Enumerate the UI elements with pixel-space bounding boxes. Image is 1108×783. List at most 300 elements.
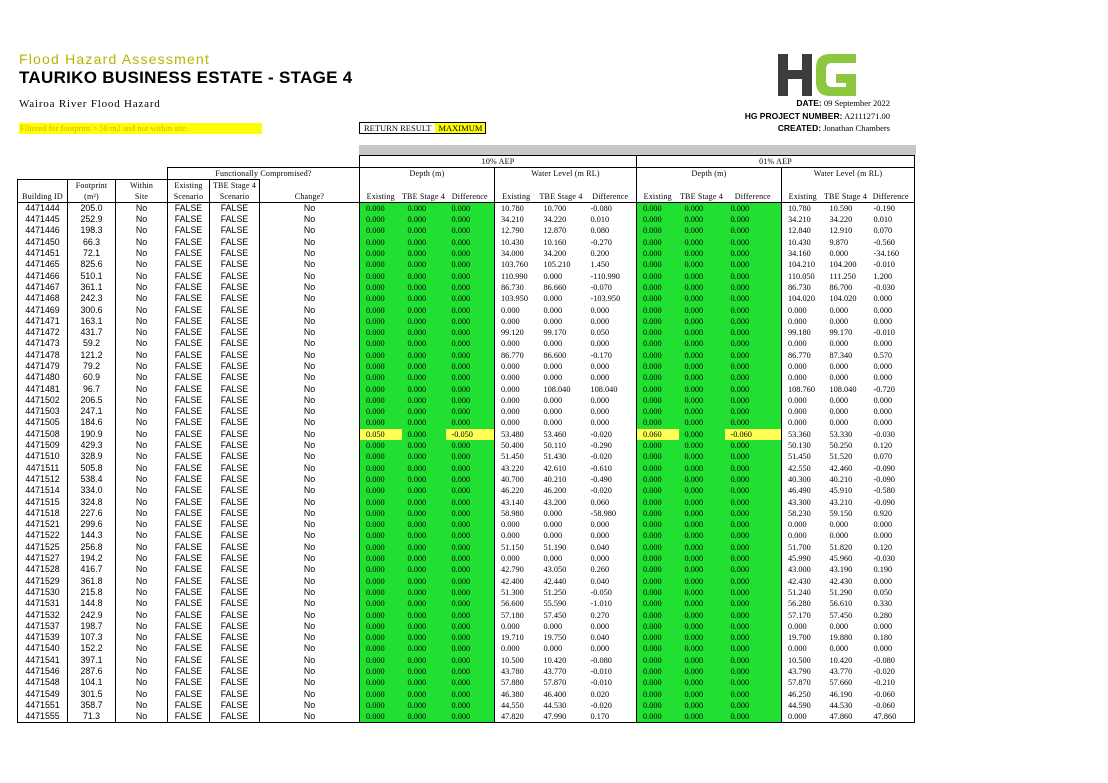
table-cell: FALSE <box>210 530 260 541</box>
table-cell: No <box>260 564 360 575</box>
table-cell: 0.000 <box>402 293 446 304</box>
table-cell: 0.000 <box>725 632 782 643</box>
table-cell: FALSE <box>210 372 260 383</box>
table-cell: 0.000 <box>402 395 446 406</box>
table-cell: 121.2 <box>68 350 116 361</box>
table-row <box>18 587 915 598</box>
table-cell: 0.000 <box>637 564 679 575</box>
table-cell: 0.000 <box>402 417 446 428</box>
table-cell: 4471511 <box>18 463 68 474</box>
table-cell: 0.000 <box>637 677 679 688</box>
table-cell: FALSE <box>168 440 210 451</box>
table-cell: FALSE <box>168 576 210 587</box>
table-cell: 0.000 <box>402 451 446 462</box>
table-cell: 10.500 <box>495 655 538 666</box>
table-cell: 0.000 <box>637 688 679 699</box>
table-cell: 0.000 <box>402 259 446 270</box>
table-cell: 0.000 <box>637 225 679 236</box>
table-cell: FALSE <box>168 282 210 293</box>
table-cell: 0.000 <box>679 338 725 349</box>
table-cell: 105.210 <box>543 260 571 270</box>
table-cell: No <box>260 440 360 451</box>
table-cell: 0.000 <box>402 316 446 327</box>
table-cell: 0.000 <box>590 531 610 541</box>
table-cell: 0.000 <box>637 406 679 417</box>
table-cell: 0.170 <box>590 712 610 722</box>
table-cell: 56.600 <box>495 598 538 609</box>
table-cell: 0.000 <box>679 383 725 394</box>
table-cell: FALSE <box>210 553 260 564</box>
table-cell: No <box>260 542 360 553</box>
table-cell: No <box>260 451 360 462</box>
table-cell: 0.570 <box>868 350 915 361</box>
table-cell: -0.170 <box>590 350 612 360</box>
tbe4-scenario-header: TBE Stage 4 <box>210 180 260 192</box>
table-cell: 0.000 <box>446 496 495 507</box>
table-cell: 0.000 <box>868 530 915 541</box>
table-cell: 0.000 <box>637 383 679 394</box>
table-row <box>18 508 915 519</box>
table-cell: 0.000 <box>360 395 402 406</box>
table-cell: 46.380 <box>495 688 538 699</box>
table-cell: 0.060 <box>637 429 679 440</box>
table-cell: 358.7 <box>68 700 116 711</box>
table-cell: No <box>260 293 360 304</box>
table-cell: 0.000 <box>446 632 495 643</box>
table-cell: 0.000 <box>868 576 915 587</box>
table-cell: 0.000 <box>829 316 849 326</box>
aep10-depth-existing: Existing <box>360 191 402 203</box>
table-cell: 505.8 <box>68 463 116 474</box>
table-cell: 0.000 <box>679 270 725 281</box>
table-cell: 0.000 <box>590 554 610 564</box>
table-cell: 4471450 <box>18 237 68 248</box>
table-cell: 0.000 <box>725 383 782 394</box>
table-row <box>18 327 915 338</box>
table-cell: 71.3 <box>68 711 116 723</box>
aep10-depth-diff: Difference <box>451 192 488 201</box>
table-cell: 43.220 <box>495 463 538 474</box>
table-row <box>18 248 915 259</box>
table-cell: 34.000 <box>495 248 538 259</box>
table-cell: 0.000 <box>446 338 495 349</box>
table-cell: 0.000 <box>402 338 446 349</box>
table-cell: 0.000 <box>829 305 849 315</box>
table-cell: -0.010 <box>868 327 915 338</box>
table-cell: 0.000 <box>829 621 849 631</box>
table-cell: 0.000 <box>446 214 495 225</box>
table-cell: 0.000 <box>637 270 679 281</box>
table-cell: -0.210 <box>868 677 915 688</box>
table-cell: FALSE <box>210 203 260 215</box>
table-cell: 0.000 <box>402 225 446 236</box>
table-cell: 0.000 <box>679 440 725 451</box>
table-cell: 0.000 <box>679 485 725 496</box>
table-cell: No <box>116 293 168 304</box>
flood-hazard-table <box>17 155 915 723</box>
table-cell: 0.000 <box>725 237 782 248</box>
table-cell: No <box>260 474 360 485</box>
table-cell: 108.040 <box>543 384 571 394</box>
table-cell: 4471468 <box>18 293 68 304</box>
table-cell: 0.000 <box>402 621 446 632</box>
table-cell: 0.000 <box>495 338 538 349</box>
table-cell: 51.450 <box>495 451 538 462</box>
table-cell: 0.000 <box>360 259 402 270</box>
table-cell: FALSE <box>210 237 260 248</box>
table-cell: No <box>116 587 168 598</box>
table-cell: 0.000 <box>402 598 446 609</box>
table-cell: 60.9 <box>68 372 116 383</box>
table-cell: 0.000 <box>360 632 402 643</box>
table-cell: 0.000 <box>637 621 679 632</box>
table-row <box>18 598 915 609</box>
table-cell: 0.000 <box>446 203 495 215</box>
table-cell: 0.000 <box>360 440 402 451</box>
table-cell: 4471541 <box>18 655 68 666</box>
table-cell: 0.000 <box>446 598 495 609</box>
table-cell: 0.000 <box>637 587 679 598</box>
func-comp-header: Functionally Compromised? <box>168 168 360 180</box>
table-cell: 86.730 <box>782 282 824 293</box>
table-cell: 4471451 <box>18 248 68 259</box>
table-cell: 0.000 <box>446 270 495 281</box>
table-cell: 0.000 <box>679 237 725 248</box>
table-row <box>18 564 915 575</box>
table-cell: FALSE <box>168 700 210 711</box>
table-cell: 4471444 <box>18 203 68 215</box>
table-cell: 0.200 <box>590 249 610 259</box>
table-cell: FALSE <box>168 383 210 394</box>
table-cell: 0.000 <box>360 666 402 677</box>
table-cell: 227.6 <box>68 508 116 519</box>
table-cell: 0.000 <box>725 270 782 281</box>
aep01-water-tbe4: TBE Stage 4 <box>823 192 868 201</box>
table-cell: 0.000 <box>360 700 402 711</box>
table-cell: 57.870 <box>782 677 824 688</box>
table-cell: 42.430 <box>829 576 853 586</box>
table-cell: No <box>260 225 360 236</box>
table-cell: 0.000 <box>360 621 402 632</box>
table-cell: 0.000 <box>446 655 495 666</box>
table-cell: 4471478 <box>18 350 68 361</box>
table-cell: 0.000 <box>637 463 679 474</box>
table-cell: 4471467 <box>18 282 68 293</box>
table-cell: No <box>260 259 360 270</box>
table-cell: 0.000 <box>543 407 563 417</box>
table-cell: FALSE <box>210 429 260 440</box>
table-cell: 0.000 <box>868 338 915 349</box>
table-cell: 152.2 <box>68 643 116 654</box>
table-cell: 0.000 <box>402 248 446 259</box>
table-row <box>18 225 915 236</box>
table-cell: 0.000 <box>590 621 610 631</box>
table-cell: No <box>260 417 360 428</box>
table-cell: 0.010 <box>590 215 610 225</box>
table-cell: No <box>116 214 168 225</box>
table-cell: 0.000 <box>402 711 446 723</box>
table-cell: 0.000 <box>402 327 446 338</box>
table-cell: FALSE <box>210 677 260 688</box>
table-cell: FALSE <box>210 282 260 293</box>
table-cell: 50.250 <box>829 441 853 451</box>
table-cell: 59.150 <box>829 508 853 518</box>
table-cell: 111.250 <box>829 271 856 281</box>
table-cell: FALSE <box>168 643 210 654</box>
table-cell: 0.330 <box>868 598 915 609</box>
table-row <box>18 395 915 406</box>
table-cell: 0.070 <box>868 451 915 462</box>
table-cell: 0.000 <box>402 688 446 699</box>
table-cell: 0.000 <box>495 383 538 394</box>
table-cell: 0.000 <box>360 519 402 530</box>
table-cell: 0.000 <box>637 417 679 428</box>
table-cell: 184.6 <box>68 417 116 428</box>
table-cell: 10.500 <box>782 655 824 666</box>
table-cell: No <box>116 474 168 485</box>
table-cell: 0.000 <box>402 237 446 248</box>
table-cell: 0.000 <box>725 417 782 428</box>
table-cell: 51.430 <box>543 452 567 462</box>
report-date <box>796 98 890 108</box>
table-cell: FALSE <box>210 383 260 394</box>
table-cell: No <box>116 361 168 372</box>
table-cell: 0.000 <box>360 643 402 654</box>
table-cell: 19.750 <box>543 633 567 643</box>
table-cell: 242.3 <box>68 293 116 304</box>
table-cell: 0.000 <box>637 327 679 338</box>
table-cell: No <box>260 496 360 507</box>
table-cell: 0.000 <box>495 316 538 327</box>
within-header: Within <box>116 180 168 192</box>
table-cell: 0.000 <box>360 463 402 474</box>
table-cell: 194.2 <box>68 553 116 564</box>
table-cell: 110.050 <box>782 270 824 281</box>
table-cell: FALSE <box>210 609 260 620</box>
table-cell: FALSE <box>168 350 210 361</box>
table-cell: 0.000 <box>725 598 782 609</box>
table-cell: No <box>260 666 360 677</box>
table-cell: 144.3 <box>68 530 116 541</box>
table-cell: 57.170 <box>782 609 824 620</box>
table-cell: 0.000 <box>725 711 782 723</box>
table-cell: No <box>260 485 360 496</box>
table-cell: 86.770 <box>495 350 538 361</box>
table-cell: FALSE <box>210 711 260 723</box>
table-cell: 0.000 <box>590 362 610 371</box>
table-cell: 0.000 <box>637 395 679 406</box>
table-cell: 0.000 <box>637 350 679 361</box>
table-cell: 0.000 <box>402 474 446 485</box>
table-cell: 0.000 <box>637 259 679 270</box>
table-cell: No <box>260 350 360 361</box>
table-cell: 53.360 <box>782 429 824 440</box>
table-cell: 0.000 <box>360 293 402 304</box>
table-cell: FALSE <box>210 225 260 236</box>
table-cell: 0.000 <box>829 407 849 417</box>
table-cell: 0.920 <box>868 508 915 519</box>
table-cell: 0.000 <box>402 508 446 519</box>
table-cell: 42.430 <box>782 576 824 587</box>
table-cell: -0.560 <box>868 237 915 248</box>
table-cell: 0.190 <box>868 564 915 575</box>
table-cell: 50.400 <box>495 440 538 451</box>
table-cell: 0.000 <box>868 519 915 530</box>
table-cell: FALSE <box>168 293 210 304</box>
table-cell: No <box>116 700 168 711</box>
table-cell: 66.3 <box>68 237 116 248</box>
table-cell: 19.700 <box>782 632 824 643</box>
table-cell: 0.000 <box>679 282 725 293</box>
table-row <box>18 530 915 541</box>
table-cell: 96.7 <box>68 383 116 394</box>
table-cell: 51.520 <box>829 452 853 462</box>
table-cell: -58.980 <box>590 508 617 518</box>
site-header: Site <box>116 191 168 203</box>
table-cell: FALSE <box>210 564 260 575</box>
table-cell: 10.420 <box>543 655 567 665</box>
table-cell: 40.210 <box>543 474 567 484</box>
table-cell: 0.000 <box>637 451 679 462</box>
table-cell: 104.210 <box>782 259 824 270</box>
return-result-label: RETURN RESULT <box>364 123 432 133</box>
table-cell: 0.280 <box>868 609 915 620</box>
created-value: Jonathan Chambers <box>823 123 890 133</box>
table-cell: 431.7 <box>68 327 116 338</box>
table-cell: 104.200 <box>829 260 857 270</box>
table-cell: 0.000 <box>782 643 824 654</box>
table-cell: 0.000 <box>782 530 824 541</box>
building-id-header: Building ID <box>18 191 68 203</box>
table-cell: 0.000 <box>446 666 495 677</box>
table-cell: 0.260 <box>590 565 610 575</box>
table-cell: 0.000 <box>868 361 915 372</box>
table-cell: 4471471 <box>18 316 68 327</box>
table-cell: No <box>116 304 168 315</box>
table-cell: 86.700 <box>829 282 853 292</box>
table-cell: -0.010 <box>868 259 915 270</box>
table-cell: 99.120 <box>495 327 538 338</box>
table-cell: 4471551 <box>18 700 68 711</box>
table-cell: 4471515 <box>18 496 68 507</box>
table-cell: 0.000 <box>829 418 849 428</box>
table-cell: FALSE <box>168 496 210 507</box>
table-cell: FALSE <box>168 474 210 485</box>
table-row <box>18 666 915 677</box>
table-cell: -0.030 <box>868 429 915 440</box>
table-cell: 0.000 <box>679 203 725 215</box>
table-cell: 0.000 <box>679 304 725 315</box>
table-cell: 0.000 <box>446 372 495 383</box>
table-cell: 10.430 <box>782 237 824 248</box>
table-cell: 50.130 <box>782 440 824 451</box>
table-cell: No <box>260 429 360 440</box>
table-cell: 0.000 <box>637 711 679 723</box>
table-cell: No <box>260 643 360 654</box>
table-cell: 0.000 <box>725 440 782 451</box>
table-cell: 0.180 <box>868 632 915 643</box>
table-cell: 57.870 <box>543 678 567 688</box>
table-cell: No <box>260 609 360 620</box>
table-cell: 99.170 <box>543 328 567 338</box>
table-cell: 0.000 <box>679 609 725 620</box>
table-cell: 4471502 <box>18 395 68 406</box>
table-cell: FALSE <box>168 463 210 474</box>
table-cell: 0.000 <box>590 520 610 530</box>
table-cell: 301.5 <box>68 688 116 699</box>
table-cell: 0.000 <box>782 711 824 723</box>
table-body <box>18 203 915 723</box>
table-cell: 0.000 <box>725 666 782 677</box>
table-cell: 0.000 <box>679 632 725 643</box>
table-row <box>18 474 915 485</box>
table-cell: 4471555 <box>18 711 68 723</box>
table-cell: 0.000 <box>402 372 446 383</box>
table-cell: 0.000 <box>782 316 824 327</box>
table-cell: 0.000 <box>679 225 725 236</box>
footprint-header: Footprint <box>68 180 116 192</box>
table-cell: 0.000 <box>679 451 725 462</box>
table-cell: 10.430 <box>495 237 538 248</box>
table-cell: 0.000 <box>446 225 495 236</box>
table-cell: FALSE <box>168 688 210 699</box>
table-cell: 198.3 <box>68 225 116 236</box>
table-cell: FALSE <box>168 530 210 541</box>
table-cell: 163.1 <box>68 316 116 327</box>
table-cell: FALSE <box>210 270 260 281</box>
table-cell: 4471539 <box>18 632 68 643</box>
table-cell: 0.000 <box>495 406 538 417</box>
table-cell: No <box>260 711 360 723</box>
report-subtitle: Flood Hazard Assessment <box>19 51 211 67</box>
table-cell: 4471505 <box>18 417 68 428</box>
table-cell: 42.550 <box>782 463 824 474</box>
table-cell: 72.1 <box>68 248 116 259</box>
table-cell: 334.0 <box>68 485 116 496</box>
table-cell: 58.230 <box>782 508 824 519</box>
table-cell: 215.8 <box>68 587 116 598</box>
table-cell: 0.000 <box>543 508 563 518</box>
table-cell: 0.000 <box>446 417 495 428</box>
table-cell: 0.000 <box>495 372 538 383</box>
table-cell: 0.000 <box>637 214 679 225</box>
table-cell: FALSE <box>168 655 210 666</box>
table-row <box>18 643 915 654</box>
table-cell: 0.000 <box>725 259 782 270</box>
table-cell: 4471473 <box>18 338 68 349</box>
table-cell: 0.000 <box>679 564 725 575</box>
table-cell: 0.000 <box>637 496 679 507</box>
table-cell: 0.000 <box>679 711 725 723</box>
table-cell: 0.000 <box>679 621 725 632</box>
table-cell: -0.090 <box>868 474 915 485</box>
table-cell: 0.000 <box>679 406 725 417</box>
table-row <box>18 655 915 666</box>
table-cell: 0.000 <box>782 372 824 383</box>
table-cell: No <box>116 632 168 643</box>
table-row <box>18 700 915 711</box>
aep10-depth-tbe4: TBE Stage 4 <box>401 192 446 201</box>
table-cell: 0.000 <box>402 609 446 620</box>
table-cell: FALSE <box>168 406 210 417</box>
table-cell: 51.240 <box>782 587 824 598</box>
table-cell: 0.000 <box>360 214 402 225</box>
table-cell: 328.9 <box>68 451 116 462</box>
table-cell: No <box>260 237 360 248</box>
table-cell: 0.000 <box>725 485 782 496</box>
table-cell: 0.000 <box>725 361 782 372</box>
table-cell: 205.0 <box>68 203 116 215</box>
